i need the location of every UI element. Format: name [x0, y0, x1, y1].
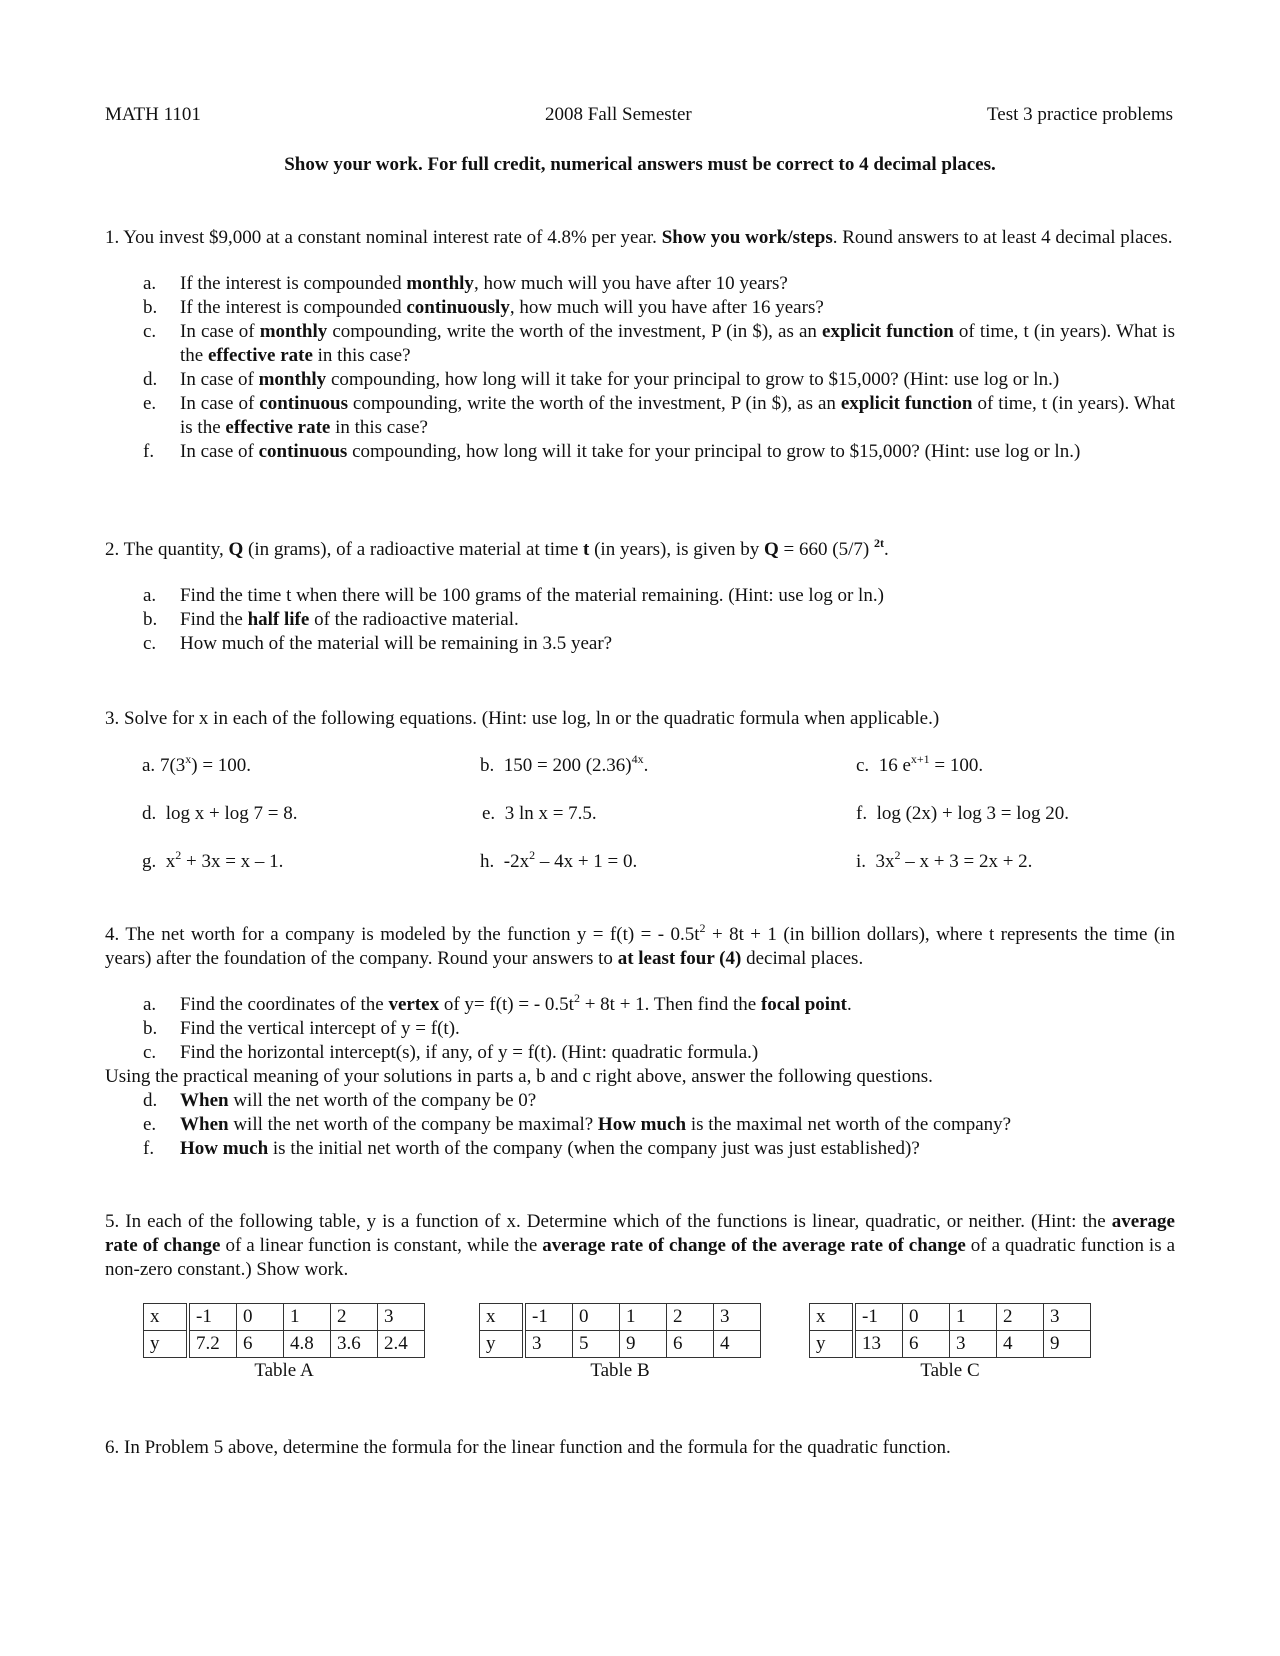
problem-5-intro: 5. In each of the following table, y is a function of x. Determine which of the functions is linear, quadratic, or neither. (Hint: the average rate of change of a linear function is constant, while the average rate of change of the average rate of change of a quadratic function is a non-zero constant.) Show work. — [105, 1211, 1176, 1280]
table-row: y 3 5 9 6 4 — [480, 1331, 761, 1358]
problem-4-intro: 4. The net worth for a company is modeled by the function y = f(t) = - $0.5t^2 + 8t + 1$ (in billion dollars), where t represents the time (in years) after the foundation of the company. Round your answers to at least four (4) decimal places. — [105, 921, 1176, 969]
problem-1-item-a: a. If the interest is compounded monthly, how much will you have after 10 years? — [143, 273, 788, 294]
table-caption: Table B — [590, 1360, 650, 1381]
equation-b: b. 150 = 200 $(2.36)^{4x}$. — [480, 752, 649, 776]
problem-4 — [105, 923, 1175, 1161]
problem-4-item-f: f. How much is the initial net worth of the company (when the company just was just established)? — [143, 1138, 920, 1159]
table-c — [809, 1303, 1091, 1382]
problem-4-item-e: e. When will the net worth of the company be maximal? How much is the maximal net worth of the company? — [143, 1114, 1012, 1135]
table-row: x -1 0 1 2 3 — [810, 1304, 1091, 1331]
table-row: y 7.2 6 4.8 3.6 2.4 — [144, 1331, 425, 1358]
course-code: MATH 1101 — [105, 104, 201, 125]
problem-1-item-d: d. In case of monthly compounding, how long will it take for your principal to grow to $15,000? (Hint: use log or ln.) — [143, 369, 1060, 390]
table-row: y 13 6 3 4 9 — [810, 1331, 1091, 1358]
problem-1-item-f: f. In case of continuous compounding, how long will it take for your principal to grow to $15,000? (Hint: use log or ln.) — [143, 441, 1081, 462]
table-a — [143, 1303, 425, 1382]
page-header — [105, 104, 1173, 130]
equation-a: a. $7(3^x) = 100$. — [142, 752, 252, 776]
problem-1 — [105, 226, 1175, 464]
equation-i: i. $3x^2 - x + 3 = 2x + 2$. — [856, 848, 1033, 872]
problem-2 — [105, 538, 1175, 656]
problem-1-intro: 1. You invest $9,000 at a constant nominal interest rate of 4.8% per year. Show you work/steps. Round answers to at least 4 decimal places. — [105, 227, 1173, 248]
problem-4-item-a: a. Find the coordinates of the vertex of y= f(t) = - $0.5t^2 + 8t + 1$. Then find the focal point. — [143, 991, 852, 1015]
instructions: Show your work. For full credit, numerical answers must be correct to 4 decimal places. — [284, 154, 996, 175]
problem-1-item-c: c. In case of monthly compounding, write the worth of the investment, P (in $), as an explicit function of time, t (in years). What is the effective rate in this case? — [143, 321, 1175, 366]
problem-2-intro: 2. The quantity, Q (in grams), of a radioactive material at time t (in years), is given by Q = 660 (5/7) $^{2t}$. — [105, 536, 889, 560]
semester: 2008 Fall Semester — [545, 104, 692, 125]
equation-f: f. log (2x) + log 3 = log 20. — [856, 803, 1069, 824]
equation-d: d. log x + log 7 = 8. — [142, 803, 298, 824]
equation-e: e. 3 ln x = 7.5. — [482, 803, 597, 824]
problem-3-intro: 3. Solve for x in each of the following equations. (Hint: use log, ln or the quadratic formula when applicable.) — [105, 708, 940, 729]
problem-4-item-d: d. When will the net worth of the company be 0? — [143, 1090, 537, 1111]
table-caption: Table A — [254, 1360, 314, 1381]
problem-2-item-c: c. How much of the material will be remaining in 3.5 year? — [143, 633, 613, 654]
table-b — [479, 1303, 761, 1382]
table-row: x -1 0 1 2 3 — [480, 1304, 761, 1331]
table-row: x -1 0 1 2 3 — [144, 1304, 425, 1331]
problem-6: 6. In Problem 5 above, determine the formula for the linear function and the formula for the quadratic function. — [105, 1437, 951, 1458]
problem-2-item-b: b. Find the half life of the radioactive material. — [143, 609, 519, 630]
equation-c: c. 16 $e^{x+1} = 100$. — [856, 752, 984, 776]
equation-h: h. $-2x^2 - 4x + 1 = 0$. — [480, 848, 638, 872]
problem-4-item-c: c. Find the horizontal intercept(s), if any, of y = f(t). (Hint: quadratic formula.) — [143, 1042, 759, 1063]
problem-2-item-a: a. Find the time t when there will be 100 grams of the material remaining. (Hint: use log or ln.) — [143, 585, 884, 606]
document-title: Test 3 practice problems — [987, 104, 1173, 125]
problem-1-item-e: e. In case of continuous compounding, write the worth of the investment, P (in $), as an explicit function of time, t (in years). What is the effective rate in this case? — [143, 393, 1175, 438]
problem-4-bridge: Using the practical meaning of your solutions in parts a, b and c right above, answer the following questions. — [105, 1066, 933, 1087]
table-caption: Table C — [920, 1360, 980, 1381]
equation-g: g. $x^2 + 3x = x - 1$. — [142, 848, 284, 872]
problem-1-item-b: b. If the interest is compounded continuously, how much will you have after 16 years? — [143, 297, 824, 318]
problem-4-item-b: b. Find the vertical intercept of y = f(t). — [143, 1018, 460, 1039]
